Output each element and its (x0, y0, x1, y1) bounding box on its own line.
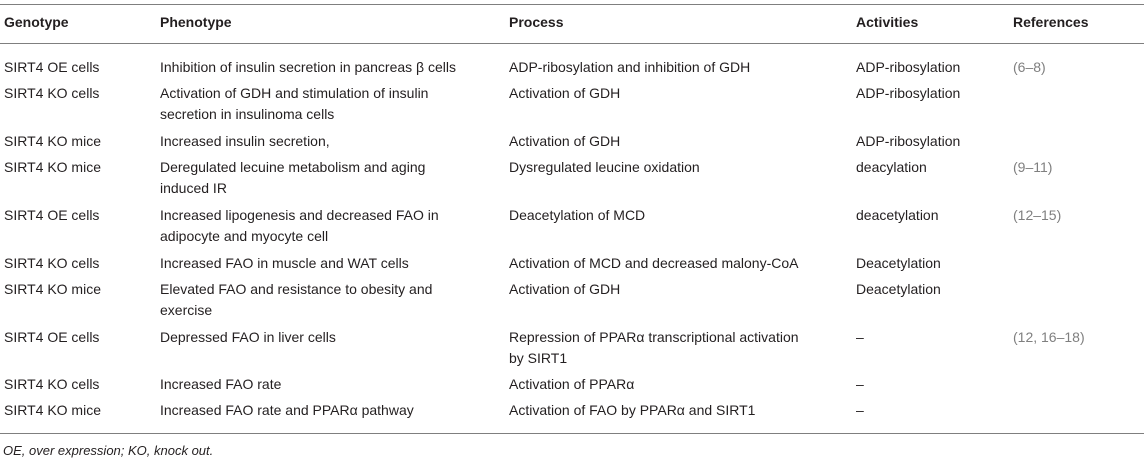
cell-phenotype: Activation of GDH and stimulation of insulin (160, 85, 429, 101)
cell-phenotype: Inhibition of insulin secretion in pancreas β cells (160, 59, 456, 75)
cell-activities: Deacetylation (856, 255, 941, 271)
cell-genotype: SIRT4 OE cells (4, 207, 100, 223)
header-process: Process (509, 14, 564, 30)
cell-activities: – (856, 376, 864, 392)
header-genotype: Genotype (4, 14, 69, 30)
cell-activities: deacylation (856, 159, 927, 175)
header-references: References (1013, 14, 1089, 30)
header-phenotype: Phenotype (160, 14, 232, 30)
cell-references[interactable]: (9–11) (1013, 159, 1053, 175)
cell-references[interactable]: (6–8) (1013, 59, 1046, 75)
cell-phenotype-line2: secretion in insulinoma cells (160, 106, 335, 122)
cell-phenotype: Increased FAO rate and PPARα pathway (160, 402, 414, 418)
cell-process: Activation of GDH (509, 133, 621, 149)
table-header-rule (0, 43, 1144, 44)
cell-activities: deacetylation (856, 207, 939, 223)
table-footnote: OE, over expression; KO, knock out. (3, 443, 214, 458)
cell-genotype: SIRT4 KO mice (4, 159, 101, 175)
cell-phenotype: Increased insulin secretion, (160, 133, 330, 149)
cell-genotype: SIRT4 KO cells (4, 85, 100, 101)
cell-references[interactable]: (12–15) (1013, 207, 1062, 223)
cell-references[interactable]: (12, 16–18) (1013, 329, 1085, 345)
cell-process: Dysregulated leucine oxidation (509, 159, 700, 175)
cell-process: ADP-ribosylation and inhibition of GDH (509, 59, 751, 75)
cell-genotype: SIRT4 KO cells (4, 255, 100, 271)
cell-genotype: SIRT4 OE cells (4, 329, 100, 345)
cell-phenotype-line2: exercise (160, 302, 213, 318)
cell-activities: Deacetylation (856, 281, 941, 297)
cell-process: Activation of GDH (509, 85, 621, 101)
table-top-rule (0, 4, 1144, 5)
cell-activities: ADP-ribosylation (856, 85, 961, 101)
cell-genotype: SIRT4 KO cells (4, 376, 100, 392)
cell-genotype: SIRT4 KO mice (4, 133, 101, 149)
cell-phenotype: Increased FAO rate (160, 376, 282, 392)
header-activities: Activities (856, 14, 919, 30)
cell-process: Activation of FAO by PPARα and SIRT1 (509, 402, 756, 418)
cell-process: Activation of PPARα (509, 376, 635, 392)
cell-genotype: SIRT4 KO mice (4, 281, 101, 297)
cell-activities: – (856, 402, 864, 418)
cell-process-line2: by SIRT1 (509, 350, 568, 366)
cell-phenotype: Elevated FAO and resistance to obesity and (160, 281, 433, 297)
cell-phenotype: Depressed FAO in liver cells (160, 329, 336, 345)
cell-process: Repression of PPARα transcriptional activation (509, 329, 799, 345)
cell-process: Activation of MCD and decreased malony-CoA (509, 255, 799, 271)
cell-phenotype-line2: induced IR (160, 180, 227, 196)
cell-phenotype: Increased FAO in muscle and WAT cells (160, 255, 409, 271)
cell-genotype: SIRT4 OE cells (4, 59, 100, 75)
cell-phenotype-line2: adipocyte and myocyte cell (160, 228, 329, 244)
cell-genotype: SIRT4 KO mice (4, 402, 101, 418)
table-bottom-rule (0, 433, 1144, 434)
cell-phenotype: Deregulated lecuine metabolism and aging (160, 159, 426, 175)
cell-phenotype: Increased lipogenesis and decreased FAO in (160, 207, 439, 223)
cell-activities: – (856, 329, 864, 345)
cell-activities: ADP-ribosylation (856, 59, 961, 75)
cell-process: Activation of GDH (509, 281, 621, 297)
cell-activities: ADP-ribosylation (856, 133, 961, 149)
cell-process: Deacetylation of MCD (509, 207, 646, 223)
